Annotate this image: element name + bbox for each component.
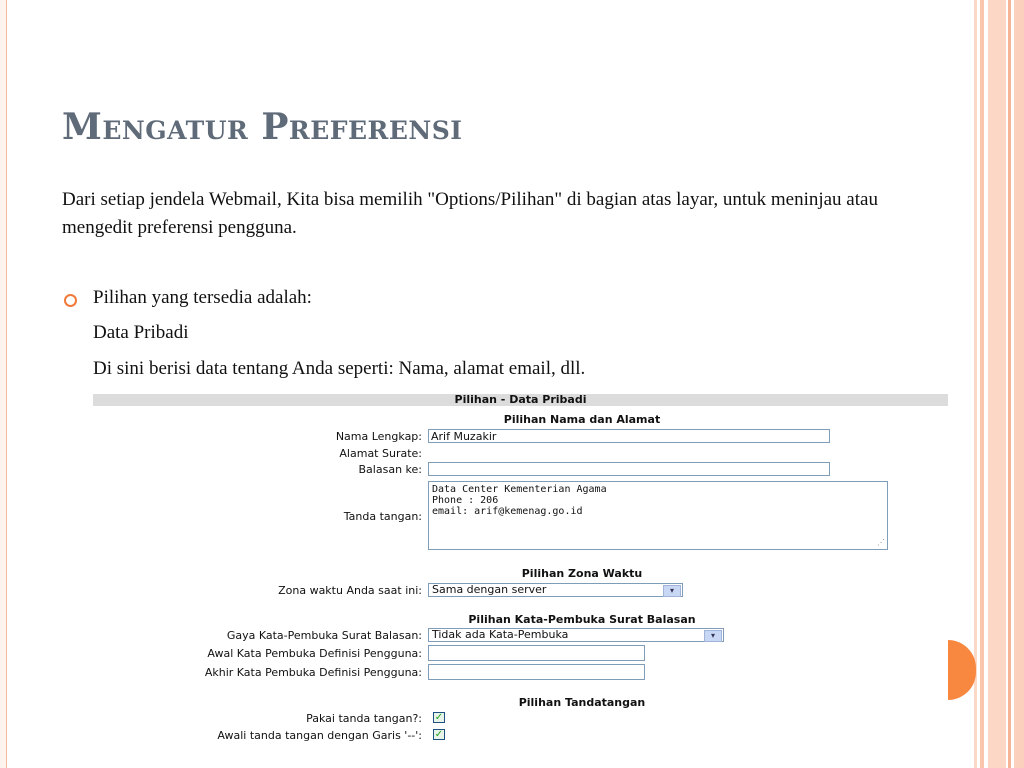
chevron-down-icon[interactable]: ▾ — [663, 585, 681, 597]
gaya-kata-pembuka-label: Gaya Kata-Pembuka Surat Balasan: — [226, 629, 422, 642]
awal-kata-pembuka-input[interactable] — [428, 645, 645, 661]
tanda-tangan-text: Data Center Kementerian Agama Phone : 206 email: arif@kemenag.go.id — [432, 484, 607, 517]
decorative-stripes — [974, 0, 1024, 768]
nama-lengkap-label: Nama Lengkap: — [335, 430, 422, 443]
gaya-kata-pembuka-value: Tidak ada Kata-Pembuka — [432, 628, 569, 641]
description-text: Di sini berisi data tentang Anda seperti: Nama, alamat email, dll. — [93, 358, 586, 379]
balasan-ke-label: Balasan ke: — [358, 463, 422, 476]
section-title-name-address: Pilihan Nama dan Alamat — [503, 413, 661, 426]
chevron-down-icon[interactable]: ▾ — [704, 630, 722, 642]
tanda-tangan-textarea[interactable] — [428, 481, 888, 550]
pakai-tanda-tangan-label: Pakai tanda tangan?: — [306, 712, 422, 725]
slide-title: Mengatur Preferensi — [62, 106, 463, 148]
gaya-kata-pembuka-select[interactable] — [428, 628, 724, 642]
alamat-surat-label: Alamat Surate: — [339, 447, 422, 460]
awali-garis-checkbox[interactable]: ✓ — [434, 729, 444, 740]
awal-kata-pembuka-label: Awal Kata Pembuka Definisi Pengguna: — [207, 647, 422, 660]
resize-grip-icon[interactable]: ⋰ — [877, 538, 885, 547]
akhir-kata-pembuka-label: Akhir Kata Pembuka Definisi Pengguna: — [204, 666, 422, 679]
tanda-tangan-label: Tanda tangan: — [343, 510, 422, 523]
intro-paragraph: Dari setiap jendela Webmail, Kita bisa memilih "Options/Pilihan" di bagian atas layar, untuk meninjau atau mengedit preferensi pengguna. — [62, 189, 878, 238]
preferences-panel — [93, 394, 948, 754]
balasan-ke-input[interactable] — [428, 462, 830, 476]
section-title-timezone: Pilihan Zona Waktu — [521, 567, 643, 580]
nama-lengkap-input[interactable]: Arif Muzakir — [428, 429, 830, 443]
awali-garis-label: Awali tanda tangan dengan Garis '--': — [217, 729, 422, 742]
zona-waktu-label: Zona waktu Anda saat ini: — [278, 584, 422, 597]
panel-header: Pilihan - Data Pribadi — [93, 394, 948, 406]
pakai-tanda-tangan-checkbox[interactable]: ✓ — [434, 712, 444, 723]
zona-waktu-value: Sama dengan server — [432, 583, 547, 596]
bullet-text: Pilihan yang tersedia adalah: — [93, 287, 312, 308]
section-title-reply-opening: Pilihan Kata-Pembuka Surat Balasan — [468, 613, 696, 626]
bullet-circle-icon — [64, 294, 77, 307]
left-frame-border — [0, 0, 7, 768]
akhir-kata-pembuka-input[interactable] — [428, 664, 645, 680]
subheading-data-pribadi: Data Pribadi — [93, 322, 189, 343]
section-title-signature: Pilihan Tandatangan — [518, 696, 646, 709]
zona-waktu-select[interactable] — [428, 583, 683, 597]
orange-semicircle-decoration — [948, 640, 976, 700]
